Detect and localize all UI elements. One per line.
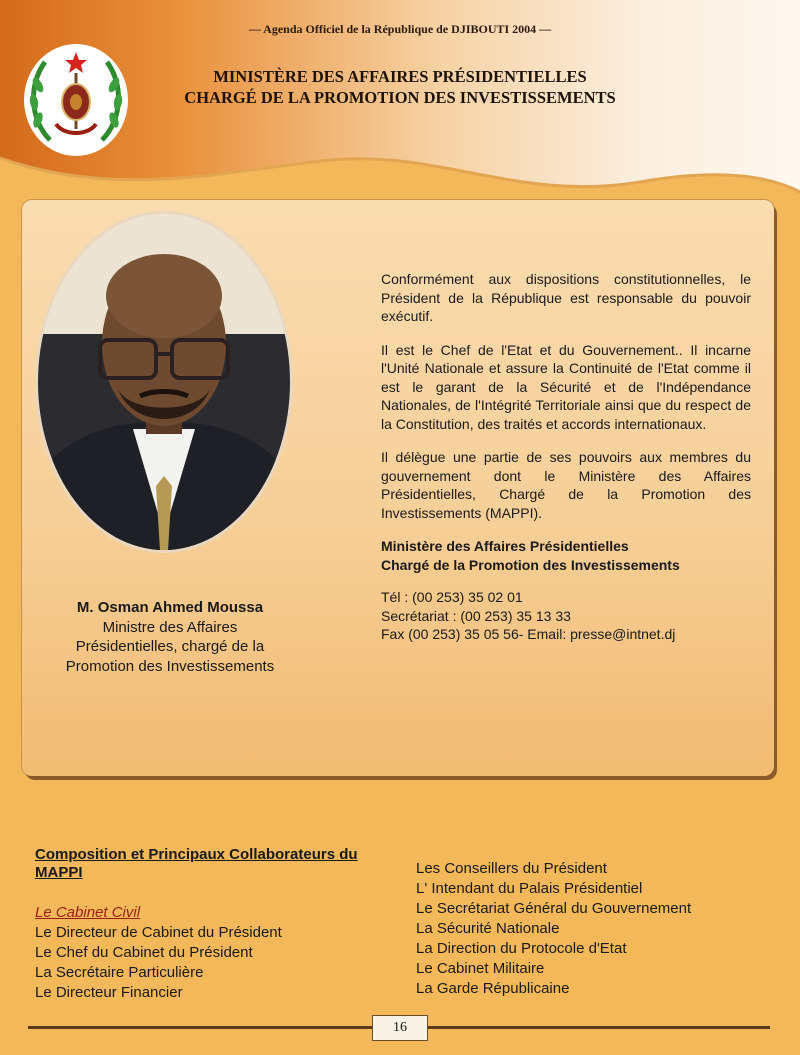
minister-portrait bbox=[38, 214, 290, 550]
list-item: Le Cabinet Militaire bbox=[416, 960, 545, 977]
paragraph-delegation: Il délègue une partie de ses pouvoirs aux membres du gouvernement dont le Ministère des Affaires Présidentielles, Chargé de la Promotion des Investissements (MAPPI). bbox=[381, 449, 751, 521]
djibouti-emblem-icon bbox=[20, 40, 132, 160]
paragraph-constitution: Conformément aux dispositions constitutionnelles, le Président de la République est responsable du pouvoir exécutif. bbox=[381, 271, 751, 324]
list-item: Le Secrétariat Général du Gouvernement bbox=[416, 900, 692, 917]
minister-title-line1: Ministre des Affaires bbox=[102, 618, 238, 636]
left-collaborators-list bbox=[35, 923, 282, 1003]
contact-fax-email: Fax (00 253) 35 05 56- Email: presse@intnet.dj bbox=[381, 626, 676, 642]
ministry-title bbox=[130, 66, 670, 108]
list-item: Le Chef du Cabinet du Président bbox=[35, 944, 253, 961]
contact-phone: Tél : (00 253) 35 02 01 bbox=[381, 589, 523, 605]
ministry-title-line2: CHARGÉ DE LA PROMOTION DES INVESTISSEMENTS bbox=[184, 88, 616, 107]
right-collaborators-list bbox=[416, 859, 691, 999]
minister-caption bbox=[40, 598, 300, 676]
list-item: La Secrétaire Particulière bbox=[35, 964, 204, 981]
list-item: La Sécurité Nationale bbox=[416, 920, 560, 937]
contact-secretariat: Secrétariat : (00 253) 35 13 33 bbox=[381, 607, 571, 624]
list-item: Les Conseillers du Président bbox=[416, 860, 607, 877]
list-item: L' Intendant du Palais Présidentiel bbox=[416, 880, 643, 897]
minister-title-line2: Présidentielles, chargé de la bbox=[75, 638, 265, 655]
composition-heading: Composition et Principaux Collaborateurs du MAPPI bbox=[35, 846, 358, 881]
page-number: 16 bbox=[372, 1015, 428, 1041]
minister-title-line3: Promotion des Investissements bbox=[65, 657, 275, 675]
list-item: La Direction du Protocole d'Etat bbox=[416, 940, 627, 957]
contact-heading-line1: Ministère des Affaires Présidentielles bbox=[381, 538, 629, 554]
minister-name: M. Osman Ahmed Moussa bbox=[76, 599, 264, 616]
list-item: Le Directeur Financier bbox=[35, 984, 183, 1001]
body-text bbox=[381, 270, 751, 644]
ministry-title-line1: MINISTÈRE DES AFFAIRES PRÉSIDENTIELLES bbox=[213, 67, 587, 86]
contact-heading-line2: Chargé de la Promotion des Investissements bbox=[381, 556, 680, 573]
list-item: La Garde Républicaine bbox=[416, 980, 570, 997]
cabinet-civil-heading: Le Cabinet Civil bbox=[35, 904, 141, 921]
list-item: Le Directeur de Cabinet du Président bbox=[35, 924, 282, 941]
paragraph-head-of-state: Il est le Chef de l'Etat et du Gouvernement.. Il incarne l'Unité Nationale et assure la Continuité de l'Etat comme il est le garant de la Sécurité et de l'Indépendance Nationales, de l'Intégrité Territoriale ainsi que du respect de la Constitution, des traités et accords internationaux. bbox=[381, 341, 751, 432]
agenda-line: — Agenda Officiel de la République de DJIBOUTI 2004 — bbox=[248, 22, 552, 36]
